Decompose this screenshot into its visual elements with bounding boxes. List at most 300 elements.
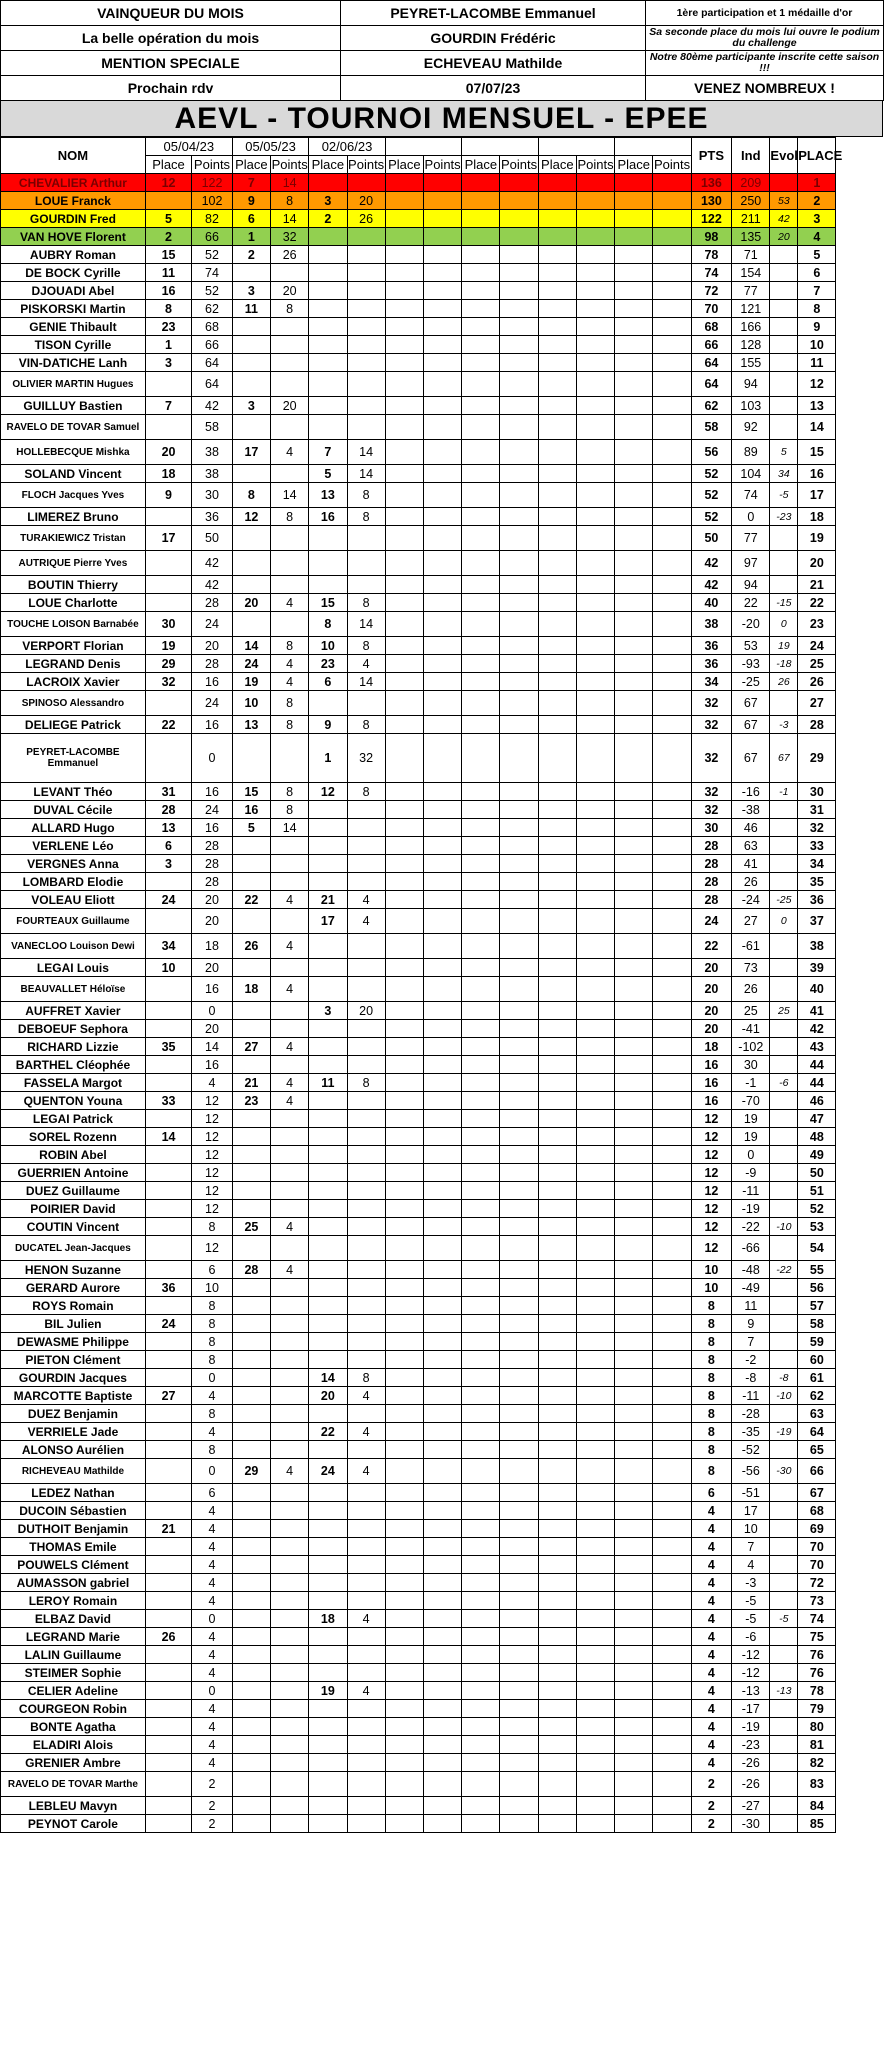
event-7-points — [653, 1459, 691, 1484]
event-6-place — [538, 1459, 576, 1484]
evolution — [770, 837, 798, 855]
event-4-place — [385, 174, 423, 192]
index: 0 — [732, 1146, 770, 1164]
table-row — [1, 855, 883, 873]
event-6-place — [538, 228, 576, 246]
event-7-place — [615, 1369, 653, 1387]
index: 94 — [732, 576, 770, 594]
event-2-place — [232, 1815, 270, 1833]
event-5-place — [462, 372, 500, 397]
total-points: 18 — [691, 1038, 732, 1056]
event-2-points — [271, 1520, 309, 1538]
event-7-points — [653, 837, 691, 855]
event-2-points — [271, 1772, 309, 1797]
event-6-points — [576, 354, 614, 372]
event-7-place — [615, 1387, 653, 1405]
event-7-place — [615, 783, 653, 801]
event-5-place — [462, 551, 500, 576]
ranking-place: 84 — [798, 1797, 836, 1815]
event-2-place — [232, 959, 270, 977]
event-7-points — [653, 1700, 691, 1718]
event-5-place — [462, 1261, 500, 1279]
event-4-place — [385, 246, 423, 264]
total-points: 6 — [691, 1484, 732, 1502]
ranking-place: 70 — [798, 1556, 836, 1574]
event-4-points — [423, 673, 461, 691]
event-3-place — [309, 1056, 347, 1074]
event-3-place — [309, 1092, 347, 1110]
event-1-points: 42 — [192, 576, 233, 594]
column-header-points: Points — [577, 157, 614, 172]
event-1-place — [145, 1110, 191, 1128]
evolution — [770, 1200, 798, 1218]
event-1-place — [145, 576, 191, 594]
player-name: QUENTON Youna — [1, 1092, 146, 1110]
player-name: DJOUADI Abel — [1, 282, 146, 300]
event-7-place — [615, 934, 653, 959]
table-row — [1, 508, 883, 526]
event-2-points — [271, 959, 309, 977]
event-7-place — [615, 415, 653, 440]
event-5-place — [462, 300, 500, 318]
event-3-points — [347, 415, 385, 440]
player-name: DUEZ Guillaume — [1, 1182, 146, 1200]
event-6-points — [576, 1610, 614, 1628]
evolution — [770, 526, 798, 551]
announcement-row — [1, 51, 884, 76]
index: -5 — [732, 1592, 770, 1610]
event-7-place — [615, 734, 653, 783]
event-7-place — [615, 1664, 653, 1682]
event-4-points — [423, 612, 461, 637]
total-points: 8 — [691, 1387, 732, 1405]
event-5-place — [462, 1592, 500, 1610]
event-3-points: 4 — [347, 655, 385, 673]
event-2-place — [232, 1592, 270, 1610]
ranking-place: 5 — [798, 246, 836, 264]
event-3-place — [309, 1664, 347, 1682]
event-4-place — [385, 1387, 423, 1405]
player-name: BARTHEL Cléophée — [1, 1056, 146, 1074]
event-7-place — [615, 1556, 653, 1574]
event-4-points — [423, 837, 461, 855]
event-7-points — [653, 1441, 691, 1459]
event-6-points — [576, 1261, 614, 1279]
player-name: CELIER Adeline — [1, 1682, 146, 1700]
event-3-points — [347, 1164, 385, 1182]
event-6-place — [538, 282, 576, 300]
event-6-place — [538, 354, 576, 372]
event-4-points — [423, 1646, 461, 1664]
event-2-points: 4 — [271, 655, 309, 673]
event-2-place: 25 — [232, 1218, 270, 1236]
event-7-place — [615, 551, 653, 576]
table-row — [1, 1628, 883, 1646]
evolution: 34 — [770, 465, 798, 483]
index: 7 — [732, 1538, 770, 1556]
player-name: RAVELO DE TOVAR Samuel — [1, 415, 146, 440]
event-5-place — [462, 891, 500, 909]
event-7-place — [615, 300, 653, 318]
ranking-place: 64 — [798, 1423, 836, 1441]
event-3-points — [347, 1110, 385, 1128]
event-7-points — [653, 551, 691, 576]
event-2-place — [232, 909, 270, 934]
event-4-place — [385, 1020, 423, 1038]
evolution — [770, 1020, 798, 1038]
event-7-place — [615, 655, 653, 673]
table-row — [1, 318, 883, 336]
player-name: RAVELO DE TOVAR Marthe — [1, 1772, 146, 1797]
event-5-points — [500, 1351, 538, 1369]
event-1-place — [145, 1718, 191, 1736]
event-2-place — [232, 336, 270, 354]
player-name: SPINOSO Alessandro — [1, 691, 146, 716]
event-1-points: 4 — [192, 1556, 233, 1574]
event-4-place — [385, 1110, 423, 1128]
event-2-points — [271, 1592, 309, 1610]
event-3-points — [347, 1092, 385, 1110]
player-name: DUVAL Cécile — [1, 801, 146, 819]
event-3-points: 14 — [347, 673, 385, 691]
event-6-points — [576, 673, 614, 691]
evolution — [770, 1754, 798, 1772]
ranking-place: 29 — [798, 734, 836, 783]
event-4-points — [423, 1261, 461, 1279]
event-7-points — [653, 855, 691, 873]
event-2-place — [232, 1556, 270, 1574]
event-1-points: 0 — [192, 1610, 233, 1628]
event-3-points: 4 — [347, 1459, 385, 1484]
index: 26 — [732, 873, 770, 891]
event-5-points — [500, 1502, 538, 1520]
event-7-points — [653, 1520, 691, 1538]
event-1-place — [145, 1423, 191, 1441]
event-7-place — [615, 1351, 653, 1369]
event-6-points — [576, 1484, 614, 1502]
index: 9 — [732, 1315, 770, 1333]
event-1-points: 82 — [192, 210, 233, 228]
event-2-place: 16 — [232, 801, 270, 819]
event-4-place — [385, 716, 423, 734]
event-4-points — [423, 336, 461, 354]
event-3-place: 21 — [309, 891, 347, 909]
event-6-place — [538, 1056, 576, 1074]
event-1-place: 24 — [145, 891, 191, 909]
total-points: 38 — [691, 612, 732, 637]
table-row — [1, 1200, 883, 1218]
event-5-place — [462, 1092, 500, 1110]
event-6-place — [538, 1610, 576, 1628]
event-6-place — [538, 1092, 576, 1110]
event-1-place — [145, 1459, 191, 1484]
ranking-place: 63 — [798, 1405, 836, 1423]
event-2-points — [271, 336, 309, 354]
event-1-points: 12 — [192, 1164, 233, 1182]
event-7-points — [653, 300, 691, 318]
event-5-points — [500, 1200, 538, 1218]
index: 250 — [732, 192, 770, 210]
player-name: FOURTEAUX Guillaume — [1, 909, 146, 934]
event-2-points: 20 — [271, 282, 309, 300]
event-2-points — [271, 526, 309, 551]
event-5-place — [462, 576, 500, 594]
event-4-points — [423, 1628, 461, 1646]
event-2-points — [271, 1279, 309, 1297]
event-4-points — [423, 1772, 461, 1797]
event-3-place — [309, 1405, 347, 1423]
event-7-place — [615, 855, 653, 873]
event-2-place: 28 — [232, 1261, 270, 1279]
player-name: GENIE Thibault — [1, 318, 146, 336]
event-3-points — [347, 318, 385, 336]
event-4-points — [423, 318, 461, 336]
event-1-place — [145, 1261, 191, 1279]
event-5-place — [462, 734, 500, 783]
table-row — [1, 1664, 883, 1682]
event-4-points — [423, 576, 461, 594]
event-5-place — [462, 1369, 500, 1387]
event-6-points — [576, 934, 614, 959]
event-6-place — [538, 192, 576, 210]
event-1-place: 22 — [145, 716, 191, 734]
event-6-place — [538, 415, 576, 440]
event-7-points — [653, 1218, 691, 1236]
player-name: COURGEON Robin — [1, 1700, 146, 1718]
event-7-points — [653, 734, 691, 783]
table-row — [1, 691, 883, 716]
evolution — [770, 1092, 798, 1110]
event-4-points — [423, 1797, 461, 1815]
total-points: 32 — [691, 783, 732, 801]
event-5-place — [462, 1351, 500, 1369]
event-2-place — [232, 551, 270, 576]
event-5-place — [462, 594, 500, 612]
event-7-place — [615, 1405, 653, 1423]
event-5-points — [500, 873, 538, 891]
ranking-place: 14 — [798, 415, 836, 440]
evolution — [770, 1718, 798, 1736]
event-2-points: 4 — [271, 977, 309, 1002]
event-2-points — [271, 1297, 309, 1315]
event-3-points — [347, 855, 385, 873]
event-1-points: 12 — [192, 1236, 233, 1261]
event-7-points — [653, 1297, 691, 1315]
event-7-points — [653, 228, 691, 246]
event-2-points — [271, 1815, 309, 1833]
event-5-points — [500, 801, 538, 819]
event-1-place — [145, 909, 191, 934]
event-4-place — [385, 465, 423, 483]
event-4-points — [423, 372, 461, 397]
event-4-place — [385, 1164, 423, 1182]
event-7-place — [615, 691, 653, 716]
event-6-place — [538, 1772, 576, 1797]
total-points: 16 — [691, 1092, 732, 1110]
event-6-points — [576, 336, 614, 354]
event-5-place — [462, 264, 500, 282]
ranking-place: 17 — [798, 483, 836, 508]
index: -25 — [732, 673, 770, 691]
index: -24 — [732, 891, 770, 909]
event-3-place: 5 — [309, 465, 347, 483]
event-5-place — [462, 673, 500, 691]
event-5-points — [500, 655, 538, 673]
event-2-points — [271, 1718, 309, 1736]
event-5-points — [500, 1736, 538, 1754]
ranking-place: 37 — [798, 909, 836, 934]
event-6-place — [538, 1502, 576, 1520]
event-1-points: 64 — [192, 354, 233, 372]
total-points: 8 — [691, 1351, 732, 1369]
event-1-points: 20 — [192, 959, 233, 977]
event-3-place — [309, 873, 347, 891]
total-points: 64 — [691, 372, 732, 397]
event-3-points — [347, 1146, 385, 1164]
evolution: 67 — [770, 734, 798, 783]
event-4-place — [385, 819, 423, 837]
event-4-points — [423, 1297, 461, 1315]
index: 0 — [732, 508, 770, 526]
event-2-points: 4 — [271, 934, 309, 959]
event-1-points: 38 — [192, 440, 233, 465]
event-3-points — [347, 372, 385, 397]
index: 103 — [732, 397, 770, 415]
event-7-place — [615, 1610, 653, 1628]
event-7-place — [615, 1754, 653, 1772]
event-7-points — [653, 526, 691, 551]
event-5-points — [500, 1279, 538, 1297]
event-1-place: 13 — [145, 819, 191, 837]
index: -5 — [732, 1610, 770, 1628]
event-4-points — [423, 1484, 461, 1502]
table-row — [1, 1110, 883, 1128]
player-name: HOLLEBECQUE Mishka — [1, 440, 146, 465]
event-5-points — [500, 1387, 538, 1405]
event-5-place — [462, 1484, 500, 1502]
ranking-place: 76 — [798, 1664, 836, 1682]
event-4-points — [423, 508, 461, 526]
event-4-points — [423, 1110, 461, 1128]
event-6-place — [538, 1538, 576, 1556]
event-6-place — [538, 691, 576, 716]
ranking-place: 67 — [798, 1484, 836, 1502]
table-row — [1, 1128, 883, 1146]
index: 73 — [732, 959, 770, 977]
event-7-points — [653, 1405, 691, 1423]
table-row — [1, 1315, 883, 1333]
evolution: -5 — [770, 483, 798, 508]
event-6-points — [576, 977, 614, 1002]
event-5-place — [462, 210, 500, 228]
event-2-place: 8 — [232, 483, 270, 508]
total-points: 8 — [691, 1459, 732, 1484]
evolution — [770, 1182, 798, 1200]
event-3-points: 14 — [347, 465, 385, 483]
event-1-place: 33 — [145, 1092, 191, 1110]
event-1-points: 28 — [192, 655, 233, 673]
total-points: 36 — [691, 655, 732, 673]
event-7-points — [653, 1754, 691, 1772]
event-3-points — [347, 1297, 385, 1315]
evolution — [770, 934, 798, 959]
event-5-points — [500, 1815, 538, 1833]
event-7-points — [653, 1484, 691, 1502]
event-1-place: 17 — [145, 526, 191, 551]
event-2-points: 4 — [271, 1092, 309, 1110]
event-2-points: 14 — [271, 819, 309, 837]
event-6-points — [576, 716, 614, 734]
event-7-place — [615, 1538, 653, 1556]
table-row — [1, 1351, 883, 1369]
event-7-place — [615, 1797, 653, 1815]
event-6-points — [576, 1387, 614, 1405]
event-5-points — [500, 465, 538, 483]
event-1-points: 12 — [192, 1182, 233, 1200]
event-2-place: 23 — [232, 1092, 270, 1110]
event-7-place — [615, 1182, 653, 1200]
event-1-points: 6 — [192, 1261, 233, 1279]
event-1-points: 28 — [192, 837, 233, 855]
event-3-place: 14 — [309, 1369, 347, 1387]
event-4-place — [385, 1146, 423, 1164]
event-6-place — [538, 1369, 576, 1387]
total-points: 8 — [691, 1315, 732, 1333]
table-row — [1, 612, 883, 637]
event-7-place — [615, 1682, 653, 1700]
event-7-points — [653, 397, 691, 415]
event-4-place — [385, 594, 423, 612]
event-4-place — [385, 551, 423, 576]
event-5-place — [462, 526, 500, 551]
event-4-points — [423, 228, 461, 246]
event-6-place — [538, 594, 576, 612]
event-6-place — [538, 891, 576, 909]
event-2-place — [232, 1538, 270, 1556]
event-5-place — [462, 1772, 500, 1797]
event-4-points — [423, 397, 461, 415]
table-row — [1, 1646, 883, 1664]
event-7-points — [653, 594, 691, 612]
event-2-points — [271, 909, 309, 934]
table-row — [1, 336, 883, 354]
index: 10 — [732, 1520, 770, 1538]
event-6-place — [538, 1664, 576, 1682]
event-4-place — [385, 1502, 423, 1520]
index: 67 — [732, 734, 770, 783]
event-5-place — [462, 1459, 500, 1484]
event-4-points — [423, 1182, 461, 1200]
ranking-place: 62 — [798, 1387, 836, 1405]
event-3-points — [347, 1218, 385, 1236]
event-7-points — [653, 354, 691, 372]
event-5-points — [500, 440, 538, 465]
event-1-points: 8 — [192, 1297, 233, 1315]
ranking-place: 20 — [798, 551, 836, 576]
event-4-points — [423, 1754, 461, 1772]
event-1-place — [145, 372, 191, 397]
total-points: 20 — [691, 959, 732, 977]
evolution — [770, 1441, 798, 1459]
total-points: 22 — [691, 934, 732, 959]
table-row — [1, 673, 883, 691]
event-6-points — [576, 1279, 614, 1297]
event-4-place — [385, 1038, 423, 1056]
index: -13 — [732, 1682, 770, 1700]
event-5-points — [500, 1236, 538, 1261]
event-5-points — [500, 1056, 538, 1074]
event-4-points — [423, 354, 461, 372]
